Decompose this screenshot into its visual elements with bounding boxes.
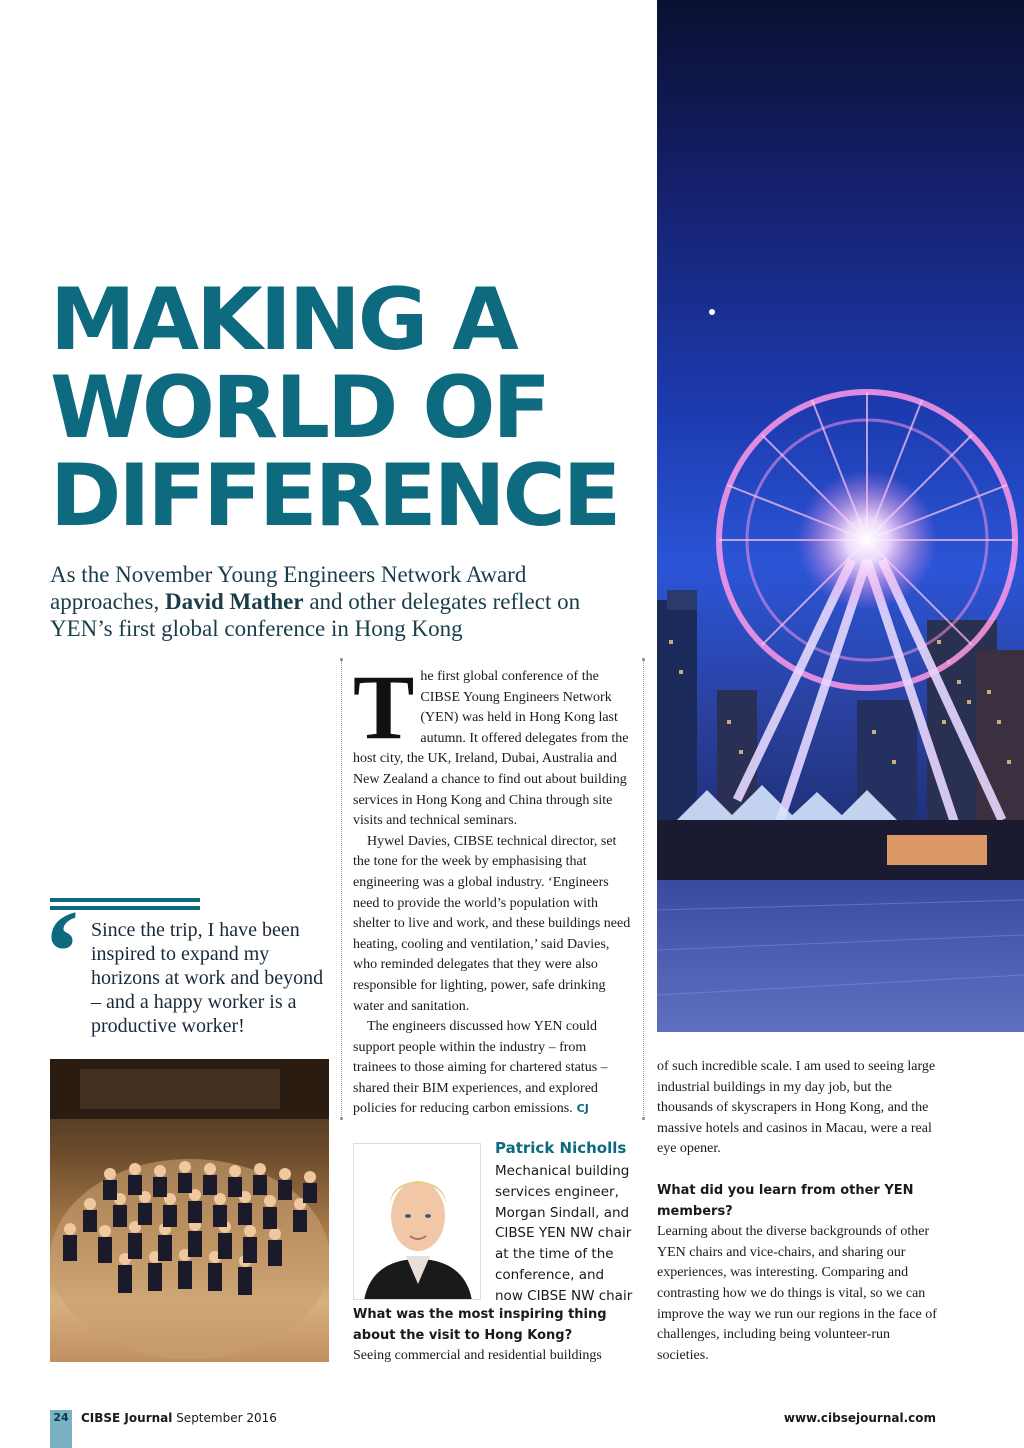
page-number: 24 [50,1410,72,1448]
headline-line-3: DIFFERENCE [50,446,619,546]
group-photo [50,1059,329,1362]
author-name: David Mather [164,589,304,614]
drop-cap: T [353,656,415,758]
question-2: What did you learn from other YEN members? [657,1182,914,1219]
portrait-photo [353,1143,481,1300]
hero-photo-ferris-wheel [657,0,1024,1032]
answer-1-start: Seeing commercial and residential buildings [353,1348,602,1364]
standfirst-before: As the November Young Engineers Network Award approaches, [50,562,527,614]
moon-icon [709,309,715,315]
pull-quote: Since the trip, I have been inspired to expand my horizons at work and beyond – and a happy worker is a productive worker! [91,919,324,1037]
column-divider-2 [643,658,644,1120]
standfirst [50,561,630,642]
answer-1-continued: of such incredible scale. I am used to seeing large industrial buildings in my day job, but the thousands of skyscrapers in Hong Kong, and the massive hotels and casinos in Macau, were a real eye opener. [657,1059,936,1157]
qa-block-1 [353,1305,633,1367]
question-1: What was the most inspiring thing about the visit to Hong Kong? [353,1307,607,1343]
hero-illustration [657,0,1024,1032]
profile-name: Patrick Nicholls [495,1139,627,1157]
headline-line-2: WORLD OF [50,358,549,458]
headline-line-1: MAKING A [50,270,516,370]
answer-2: Learning about the diverse backgrounds of other YEN chairs and vice-chairs, and sharing our experiences, was interesting. Comparing and contrasting how we do things is vital, so we can improve the way we run our regions in the face of challenges, including being volunteer-run societies. [657,1224,937,1363]
body-column-2 [657,1057,937,1366]
author-signoff: CJ [576,1102,589,1116]
portrait-illustration [354,1144,481,1300]
group-photo-illustration [50,1059,329,1362]
body-paragraph-1: he first global conference of the CIBSE Young Engineers Network (YEN) was held in Hong Kong last autumn. It offered delegates from the host city, the UK, Ireland, Dubai, Australia and New Zealand a chance to find out about building services in Hong Kong and China through site visits and technical seminars. [353,669,629,829]
profile-role: Mechanical building services engineer, Morgan Sindall, and CIBSE YEN NW chair at the time of the conference, and now CIBSE NW chair [495,1163,633,1304]
headline [50,270,650,546]
standfirst-after: and other delegates reflect on YEN’s first global conference in Hong Kong [50,589,581,641]
body-column-1 [353,656,631,1120]
publication-name: CIBSE Journal [81,1411,173,1425]
issue-date: September 2016 [176,1411,277,1425]
body-paragraph-3: The engineers discussed how YEN could support people within the industry – from trainees to those aiming for chartered status – shared their BIM experiences, and explored policies for reducing carbon emissions. [353,1019,608,1117]
footer-publication [81,1411,277,1425]
column-divider-1 [341,658,342,1120]
body-paragraph-2: Hywel Davies, CIBSE technical director, set the tone for the week by emphasising that engineering was a global industry. ‘Engineers need to provide the world’s population with shelter to live and work, and these buildings need heating, cooling and ventilation,’ said Davies, who reminded delegates that they were also responsible for lighting, power, safe drinking water and sanitation. [353,833,631,1014]
quote-mark-icon: ‘ [42,885,82,1018]
footer-url[interactable]: www.cibsejournal.com [783,1411,936,1425]
